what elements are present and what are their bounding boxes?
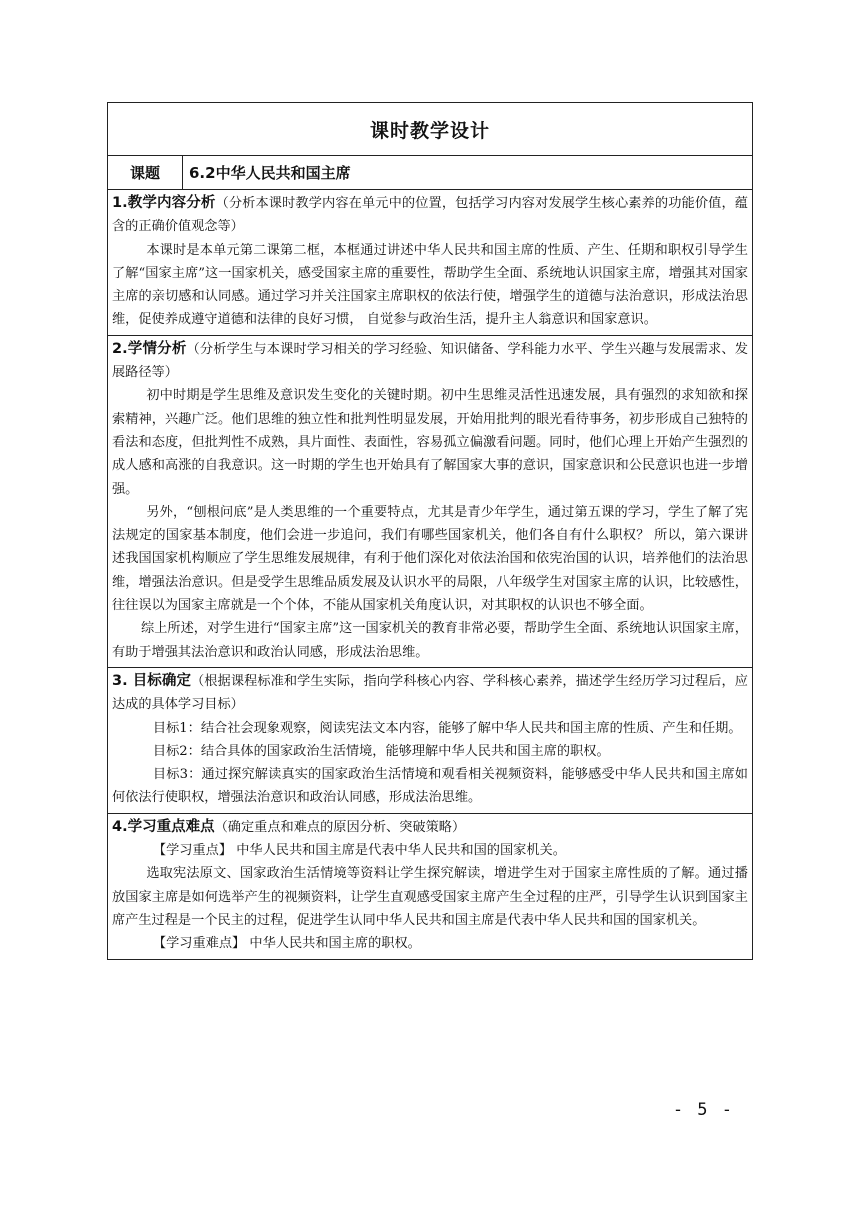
section-learner-analysis	[108, 336, 752, 668]
objective-item: 目标2：结合具体的国家政治生活情境，能够理解中华人民共和国主席的职权。	[152, 743, 610, 759]
lesson-design-table	[107, 102, 753, 960]
topic-value: 6.2中华人民共和国主席	[189, 164, 351, 182]
section-description: （分析本课时教学内容在单元中的位置，包括学习内容对发展学生核心素养的功能价值，蕴含的正确价值观念等）	[112, 196, 748, 235]
section-objectives	[108, 668, 752, 814]
section-description: （根据课程标准和学生实际，指向学科核心内容、学科核心素养，描述学生经历学习过程后，应达成的具体学习目标）	[112, 673, 748, 713]
section-title: 2.学情分析	[112, 340, 187, 357]
paragraph: 本课时是本单元第二课第二框，本框通过讲述中华人民共和国主席的性质、产生、任期和职权引导学生了解“国家主席”这一国家机关，感受国家主席的重要性，帮助学生全面、系统地认识国家主席，增强其对国家主席的亲切感和认同感。通过学习并关注国家主席职权的依法行使，增强学生的道德与法治意识，形成法治思维，促使养成遵守道德和法律的良好习惯， 自觉参与政治生活，提升主人翁意识和国家意识。	[112, 242, 748, 328]
section-title: 4.学习重点难点	[112, 818, 215, 835]
topic-label: 课题	[108, 156, 183, 189]
key-point: 【学习重点】 中华人民共和国主席是代表中华人民共和国的国家机关。	[152, 843, 566, 859]
topic-row	[108, 156, 752, 190]
paragraph: 综上所述，对学生进行“国家主席”这一国家机关的教育非常必要，帮助学生全面、系统地认识国家主席，有助于增强其法治意识和政治认同感，形成法治思维。	[112, 621, 748, 660]
objective-item: 目标3：通过探究解读真实的国家政治生活情境和观看相关视频资料，能够感受中华人民共和国主席如何依法行使职权，增强法治意识和政治认同感，形成法治思维。	[112, 767, 748, 806]
paragraph: 初中时期是学生思维及意识发生变化的关键时期。初中生思维灵活性迅速发展，具有强烈的求知欲和探索精神，兴趣广泛。他们思维的独立性和批判性明显发展，开始用批判的眼光看待事务，初步形成自己独特的看法和态度，但批判性不成熟，具片面性、表面性，容易孤立偏激看问题。同时，他们心理上开始产生强烈的成人感和高涨的自我意识。这一时期的学生也开始具有了解国家大事的意识，国家意识和公民意识也进一步增强。	[112, 388, 748, 497]
section-heading-line	[112, 192, 748, 239]
section-heading-line	[112, 670, 748, 717]
section-key-points	[108, 814, 752, 959]
section-description: （分析学生与本课时学习相关的学习经验、知识储备、学科能力水平、学生兴趣与发展需求、发展路径等）	[112, 341, 748, 381]
section-description: （确定重点和难点的原因分析、突破策略）	[214, 819, 466, 835]
section-title: 3. 目标确定	[112, 672, 192, 689]
page-number: - 5 -	[672, 1100, 734, 1120]
objective-item: 目标1：结合社会现象观察，阅读宪法文本内容，能够了解中华人民共和国主席的性质、产生和任期。	[152, 720, 742, 736]
table-title-row	[108, 103, 752, 156]
section-title: 1.教学内容分析	[112, 195, 216, 211]
paragraph: 选取宪法原文、国家政治生活情境等资料让学生探究解读，增进学生对于国家主席性质的了解。通过播放国家主席是如何选举产生的视频资料，让学生直观感受国家主席产生全过程的庄严，引导学生认识到国家主席产生过程是一个民主的过程，促进学生认同中华人民共和国主席是代表中华人民共和国的国家机关。	[112, 866, 748, 928]
document-title: 课时教学设计	[369, 119, 490, 142]
section-heading-line	[112, 816, 748, 839]
paragraph: 另外，“刨根问底”是人类思维的一个重要特点，尤其是青少年学生，通过第五课的学习，学生了解了宪法规定的国家基本制度，他们会进一步追问，我们有哪些国家机关，他们各自有什么职权？ 所以，第六课讲述我国国家机构顺应了学生思维发展规律，有利于他们深化对依法治国和依宪治国的认识，培养他们的法治思维，增强法治意识。但是受学生思维品质发展及认识水平的局限，八年级学生对国家主席的认识，比较感性，往往误以为国家主席就是一个个体，不能从国家机关角度认识，对其职权的认识也不够全面。	[112, 504, 748, 614]
section-heading-line	[112, 338, 748, 385]
section-content-analysis	[108, 190, 752, 336]
difficult-point: 【学习重难点】 中华人民共和国主席的职权。	[152, 936, 421, 952]
